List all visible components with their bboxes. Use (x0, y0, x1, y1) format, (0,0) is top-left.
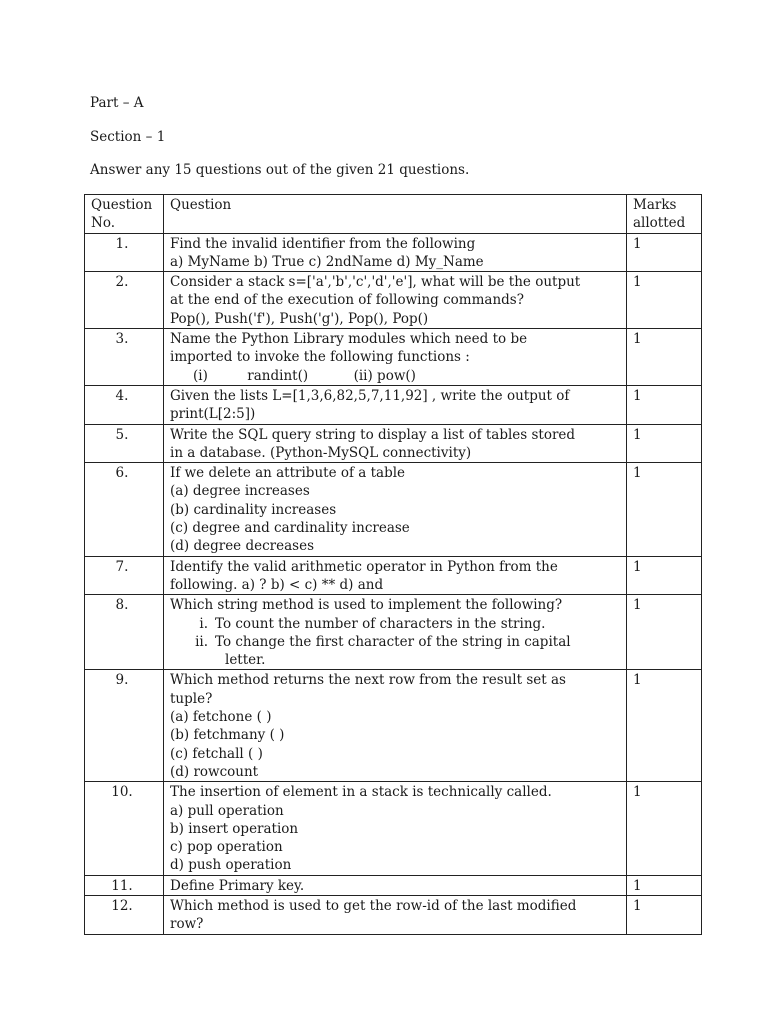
table-row (85, 385, 702, 424)
question-text: Identify the valid arithmetic operator in Python from the following. a) ? b) < c) ** d) and (164, 556, 627, 595)
table-row (85, 233, 702, 272)
question-number: 3. (85, 329, 164, 386)
table-row (85, 875, 702, 895)
marks-value: 1 (627, 875, 702, 895)
question-number: 4. (85, 385, 164, 424)
section-heading: Section – 1 (90, 129, 166, 145)
table-row (85, 556, 702, 595)
question-number: 8. (85, 595, 164, 670)
header-question: Question (164, 195, 627, 234)
question-number: 10. (85, 782, 164, 875)
header-marks: Marks allotted (627, 195, 702, 234)
table-row (85, 895, 702, 934)
marks-value: 1 (627, 272, 702, 329)
table-row (85, 463, 702, 556)
question-text: If we delete an attribute of a table (a) degree increases (b) cardinality increases (c) degree and cardinality increase (d) degree decreases (164, 463, 627, 556)
marks-value: 1 (627, 670, 702, 782)
question-number: 12. (85, 895, 164, 934)
marks-value: 1 (627, 463, 702, 556)
question-text: Consider a stack s=['a','b','c','d','e'], what will be the output at the end of the execution of following commands? Pop(), Push('f'), Push('g'), Pop(), Pop() (164, 272, 627, 329)
question-text: Which string method is used to implement the following? i. To count the number of characters in the string. ii. To change the first character of the string in capital letter. (164, 595, 627, 670)
question-number: 6. (85, 463, 164, 556)
marks-value: 1 (627, 782, 702, 875)
header-question-no: Question No. (85, 195, 164, 234)
question-number: 1. (85, 233, 164, 272)
question-number: 2. (85, 272, 164, 329)
function-list: (i) randint() (ii) pow() (193, 367, 416, 384)
table-row (85, 670, 702, 782)
table-row (85, 595, 702, 670)
question-text: Which method is used to get the row-id of the last modified row? (164, 895, 627, 934)
question-text: Write the SQL query string to display a list of tables stored in a database. (Python-MySQL connectivity) (164, 424, 627, 463)
question-number: 9. (85, 670, 164, 782)
question-text: Which method returns the next row from the result set as tuple? (a) fetchone ( ) (b) fetchmany ( ) (c) fetchall ( ) (d) rowcount (164, 670, 627, 782)
question-text: Given the lists L=[1,3,6,82,5,7,11,92] , write the output of print(L[2:5]) (164, 385, 627, 424)
sub-item: ii. To change the first character of the string in capital (195, 633, 571, 650)
question-text: Name the Python Library modules which need to be imported to invoke the following functions : (i) randint() (ii) pow() (164, 329, 627, 386)
marks-value: 1 (627, 233, 702, 272)
question-text: Define Primary key. (164, 875, 627, 895)
question-text: The insertion of element in a stack is technically called. a) pull operation b) insert operation c) pop operation d) push operation (164, 782, 627, 875)
marks-value: 1 (627, 424, 702, 463)
sub-item: i. To count the number of characters in the string. (199, 615, 546, 632)
table-header-row (85, 195, 702, 234)
marks-value: 1 (627, 385, 702, 424)
marks-value: 1 (627, 895, 702, 934)
instruction-text: Answer any 15 questions out of the given 21 questions. (90, 162, 470, 178)
question-number: 5. (85, 424, 164, 463)
questions-table (84, 194, 702, 935)
table-row (85, 782, 702, 875)
question-number: 7. (85, 556, 164, 595)
table-row (85, 329, 702, 386)
marks-value: 1 (627, 556, 702, 595)
question-text: Find the invalid identifier from the following a) MyName b) True c) 2ndName d) My_Name (164, 233, 627, 272)
marks-value: 1 (627, 595, 702, 670)
marks-value: 1 (627, 329, 702, 386)
table-row (85, 272, 702, 329)
part-heading: Part – A (90, 95, 144, 111)
question-number: 11. (85, 875, 164, 895)
table-row (85, 424, 702, 463)
